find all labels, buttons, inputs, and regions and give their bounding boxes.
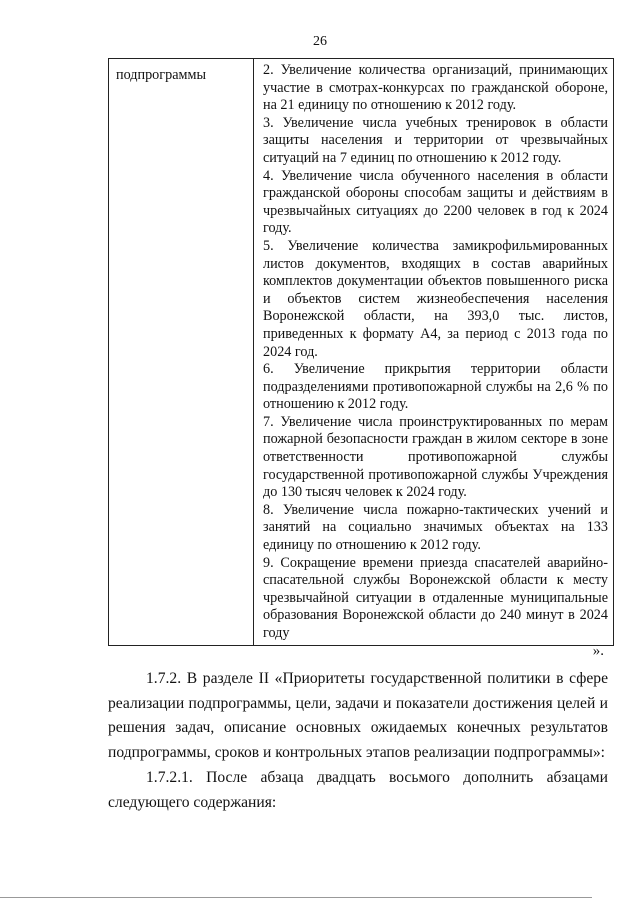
indicator-item: 8. Увеличение числа пожарно-тактических учений и занятий на социально значимых объектах на 133 единицу по отношению к 2012 году.: [263, 501, 608, 554]
indicator-item: 5. Увеличение количества замикрофильмированных листов документов, входящих в состав аварийных комплектов документации объектов повышенного риска и объектов систем жизнеобеспечения населения Воронежской области, на 393,0 тыс. листов, приведенных к формату А4, за период с 2013 года по 2024 год.: [263, 237, 608, 360]
indicator-item: 3. Увеличение числа учебных тренировок в области защиты населения и территории от чрезвычайных ситуаций на 7 единиц по отношению к 2012 году.: [263, 114, 608, 166]
footer-divider: [0, 897, 592, 898]
indicator-item: 6. Увеличение прикрытия территории области подразделениями противопожарной службы на 2,6 % по отношению к 2012 году.: [263, 361, 608, 413]
indicator-item: 4. Увеличение числа обученного населения в области гражданской обороны способам защиты и действиям в чрезвычайных ситуациях до 2200 человек в год к 2024 году.: [263, 167, 608, 237]
indicator-item: 7. Увеличение числа проинструктированных по мерам пожарной безопасности граждан в жилом секторе в зоне ответственности противопожарной службы государственной противопожарной службы Учреждения до 130 тысяч человек к 2024 году.: [263, 413, 608, 501]
indicator-item: 9. Сокращение времени приезда спасателей аварийно-спасательной службы Воронежской области к месту чрезвычайной ситуации в отдаленные муниципальные образования Воронежской области до 240 минут в 2024 году: [263, 554, 608, 641]
indicator-item: 2. Увеличение количества организаций, принимающих участие в смотрах-конкурсах по гражданской обороне, на 21 единицу по отношению к 2012 году.: [263, 62, 608, 114]
table-row: [109, 59, 614, 646]
paragraph-1-7-2: 1.7.2. В разделе II «Приоритеты государственной политики в сфере реализации подпрограммы, цели, задачи и показатели достижения целей и решения задач, описание основных ожидаемых конечных результатов подпрограммы, сроков и контрольных этапов реализации подпрограммы»:: [108, 670, 608, 761]
page-number: 26: [313, 34, 327, 49]
table-right-cell: [254, 59, 614, 646]
table-left-cell: подпрограммы: [109, 59, 254, 646]
paragraph-1-7-2-1: 1.7.2.1. После абзаца двадцать восьмого дополнить абзацами следующего содержания:: [108, 769, 608, 811]
indicators-table: [108, 58, 614, 646]
closing-quote-mark: ».: [592, 643, 604, 659]
